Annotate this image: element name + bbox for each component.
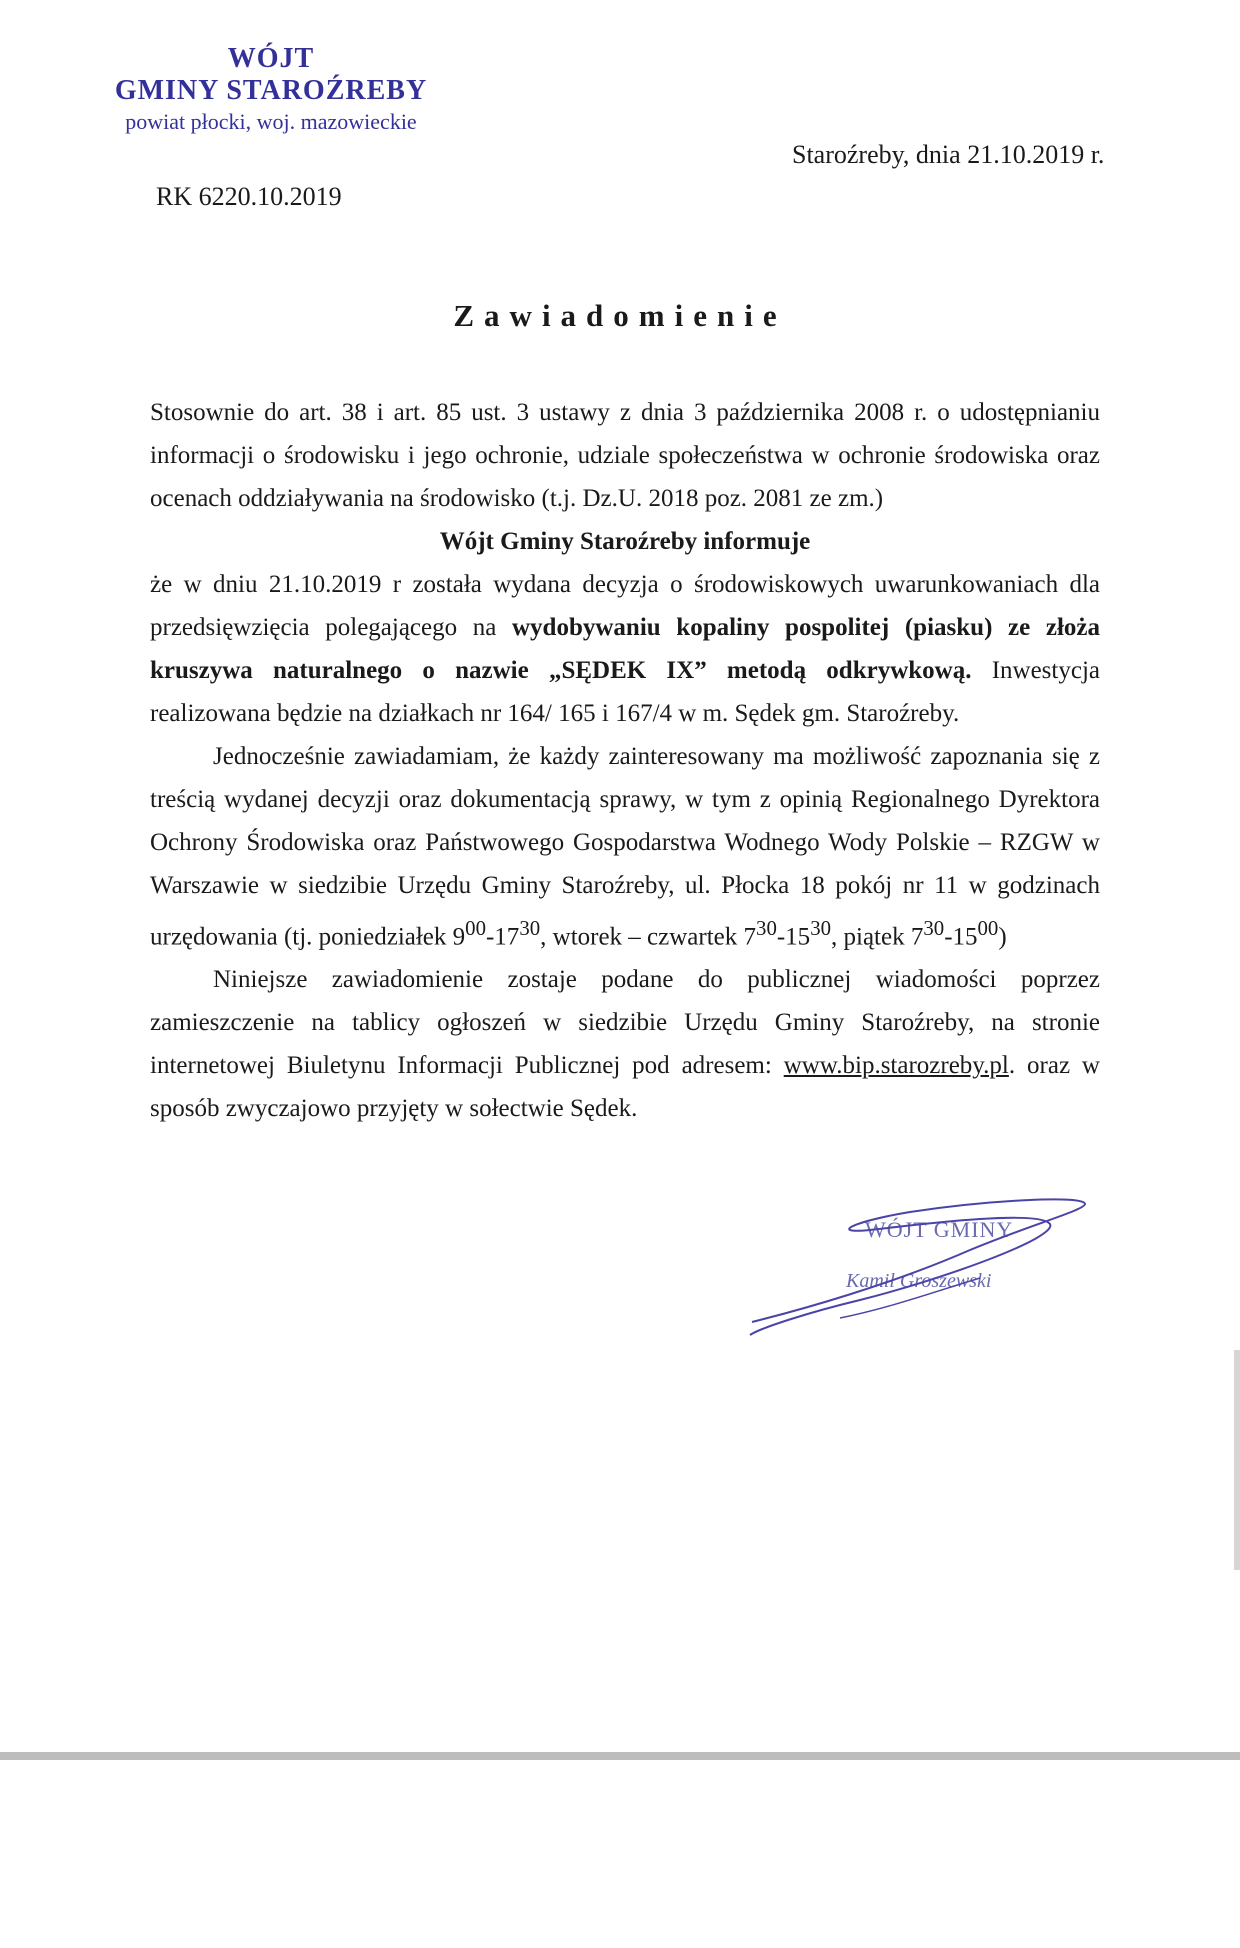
paragraph-heading: Wójt Gminy Staroźreby informuje	[439, 528, 811, 555]
time-text: -15	[776, 923, 811, 951]
publication-text: Niniejsze zawiadomienie zostaje podane do publicznej wiadomości poprzez zamieszczenie na tablicy ogłoszeń w siedzibie Urzędu Gminy Staroźreby, na stronie internetowej Biuletynu Informacji Publicznej pod adresem:	[150, 966, 1100, 1080]
paragraph-access	[150, 735, 1100, 958]
time-superscript: 30	[756, 916, 777, 940]
decision-bold-text: wydobywaniu kopaliny pospolitej (piasku) ze złoża kruszywa naturalnego o nazwie „SĘDEK IX” metodą odkrywkową.	[150, 614, 1100, 684]
time-superscript: 30	[810, 916, 832, 940]
signature-name: Kamil Groszewski	[846, 1270, 992, 1292]
investment-location-text: Inwestycja realizowana będzie na działkach nr 164/ 165 i 167/4 w m. Sędek gm. Staroźreby.	[150, 657, 1100, 727]
signature-title: WÓJT GMINY	[865, 1217, 1014, 1242]
scan-border-line	[0, 1752, 1240, 1760]
handwritten-signature-icon	[740, 1190, 1100, 1340]
access-text: Jednocześnie zawiadamiam, że każdy zainteresowany ma możliwość zapoznania się z treścią wydanej decyzji oraz dokumentacją sprawy, w tym z opinią Regionalnego Dyrektora Ochrony Środowiska oraz Państwowego Gospodarstwa Wodnego Wody Polskie – RZGW w Warszawie w siedzibie Urzędu Gminy Staroźreby, ul. Płocka 18 pokój nr 11 w godzinach urzędowania (tj. poniedziałek 9	[150, 743, 1100, 951]
scan-edge-shadow	[1234, 1350, 1240, 1570]
stamp-line-3: powiat płocki, woj. mazowieckie	[125, 109, 417, 134]
bip-link[interactable]: www.bip.starozreby.pl	[783, 1052, 1009, 1080]
signature-block	[740, 1190, 1100, 1340]
time-text: -17	[485, 923, 520, 951]
time-superscript: 30	[923, 916, 945, 940]
paragraph-decision	[150, 563, 1100, 735]
document-title: Zawiadomienie	[453, 298, 787, 333]
stamp-line-1: WÓJT	[227, 43, 315, 74]
publication-text: . oraz w sposób zwyczajowo przyjęty w sołectwie Sędek.	[150, 1052, 1100, 1123]
time-superscript: 00	[465, 916, 486, 940]
paragraph-legal-basis: Stosownie do art. 38 i art. 85 ust. 3 ustawy z dnia 3 października 2008 r. o udostępnianiu informacji o środowisku i jego ochronie, udziale społeczeństwa w ochronie środowiska oraz ocenach oddziaływania na środowisko (t.j. Dz.U. 2018 poz. 2081 ze zm.)	[150, 399, 1100, 512]
stamp-line-2: GMINY STAROŹREBY	[114, 75, 428, 106]
office-stamp	[96, 44, 446, 136]
time-text: -15	[944, 923, 978, 951]
access-text: )	[998, 923, 1007, 951]
decision-text: że w dniu 21.10.2019 r została wydana decyzja o środowiskowych uwarunkowaniach dla przedsięwzięcia polegającego na	[150, 571, 1100, 641]
access-text: , wtorek – czwartek 7	[540, 923, 757, 951]
reference-number: RK 6220.10.2019	[156, 182, 342, 211]
time-superscript: 30	[519, 916, 541, 940]
access-text: , piątek 7	[831, 923, 924, 951]
time-superscript: 00	[977, 916, 999, 940]
place-and-date: Staroźreby, dnia 21.10.2019 r.	[792, 140, 1105, 169]
paragraph-publication	[150, 958, 1100, 1130]
document-body	[150, 391, 1100, 1130]
